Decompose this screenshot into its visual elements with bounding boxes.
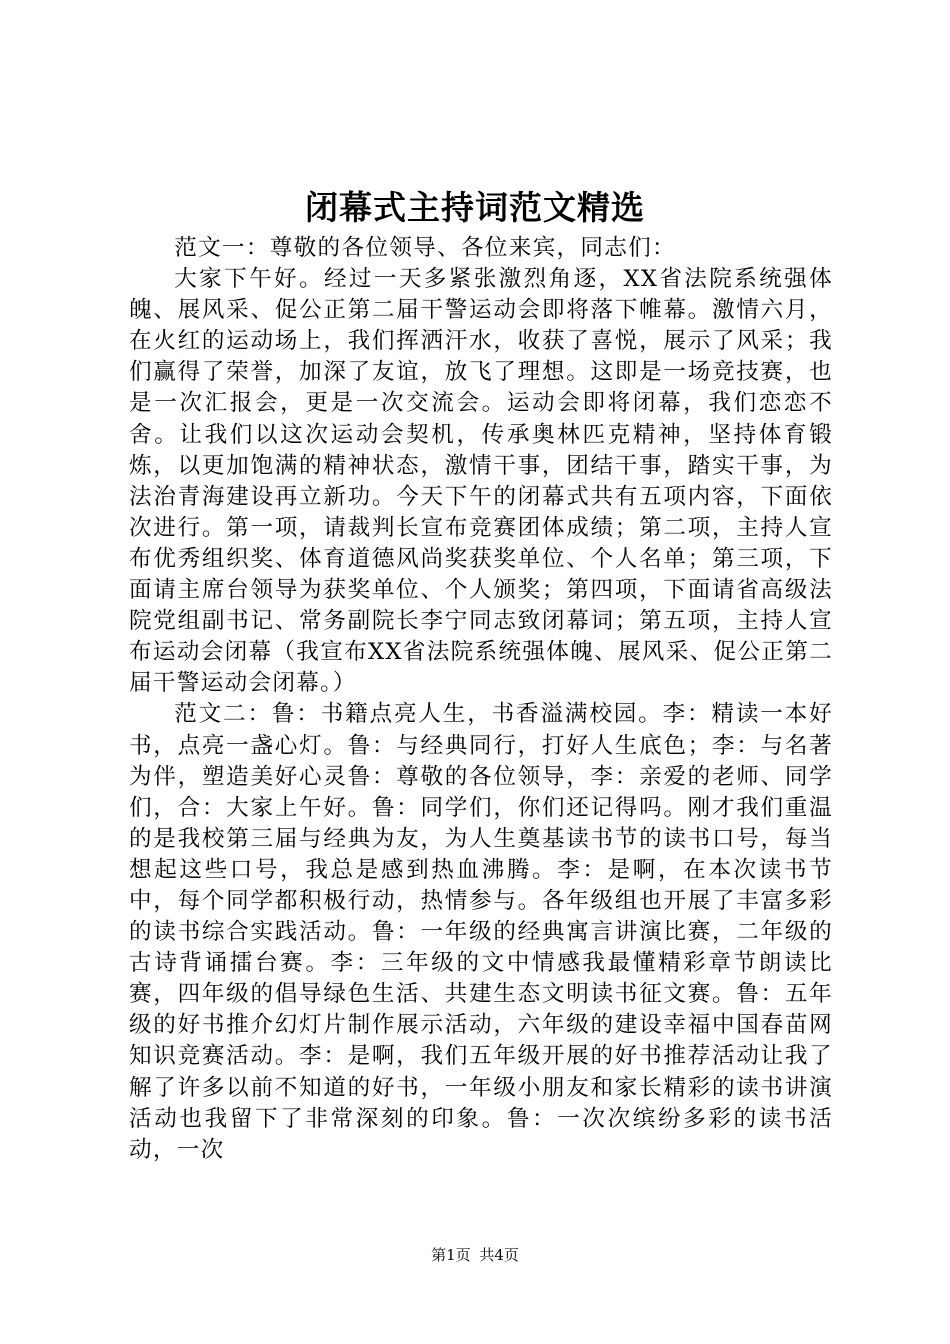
- paragraph-3: 范文二：鲁：书籍点亮人生，书香溢满校园。李：精读一本好书，点亮一盏心灯。鲁：与经典同行，打好人生底色；李：与名著为伴，塑造美好心灵鲁：尊敬的各位领导，李：亲爱的老师、同学们，合：大家上午好。鲁：同学们，你们还记得吗。刚才我们重温的是我校第三届与经典为友，为人生奠基读书节的读书口号，每当想起这些口号，我总是感到热血沸腾。李：是啊，在本次读书节中，每个同学都积极行动，热情参与。各年级组也开展了丰富多彩的读书综合实践活动。鲁：一年级的经典寓言讲演比赛，二年级的古诗背诵擂台赛。李：三年级的文中情感我最懂精彩章节朗读比赛，四年级的倡导绿色生活、共建生态文明读书征文赛。鲁：五年级的好书推介幻灯片制作展示活动，六年级的建设幸福中国春苗网知识竞赛活动。李：是啊，我们五年级开展的好书推荐活动让我了解了许多以前不知道的好书，一年级小朋友和家长精彩的读书讲演活动也我留下了非常深刻的印象。鲁：一次次缤纷多彩的读书活动，一次: [129, 701, 833, 1163]
- document-title: 闭幕式主持词范文精选: [305, 188, 645, 227]
- document-body: [129, 233, 833, 1166]
- page-footer: [0, 1244, 950, 1266]
- paragraph-2: 大家下午好。经过一天多紧张激烈角逐，XX省法院系统强体魄、展风采、促公正第二届干警运动会即将落下帷幕。激情六月，在火红的运动场上，我们挥洒汗水，收获了喜悦，展示了风采；我们赢得了荣誉，加深了友谊，放飞了理想。这即是一场竞技赛，也是一次汇报会，更是一次交流会。运动会即将闭幕，我们恋恋不舍。让我们以这次运动会契机，传承奥林匹克精神，坚持体育锻炼，以更加饱满的精神状态，激情干事，团结干事，踏实干事，为法治青海建设再立新功。今天下午的闭幕式共有五项内容，下面依次进行。第一项，请裁判长宣布竞赛团体成绩；第二项，主持人宣布优秀组织奖、体育道德风尚奖获奖单位、个人名单；第三项，下面请主席台领导为获奖单位、个人颁奖；第四项，下面请省高级法院党组副书记、常务副院长李宁同志致闭幕词；第五项，主持人宣布运动会闭幕（我宣布XX省法院系统强体魄、展风采、促公正第二届干警运动会闭幕。）: [129, 266, 833, 697]
- page-total: 共4页: [479, 1246, 519, 1264]
- page-number: 第1页: [431, 1246, 471, 1264]
- paragraph-1: 范文一：尊敬的各位领导、各位来宾，同志们：: [174, 235, 676, 261]
